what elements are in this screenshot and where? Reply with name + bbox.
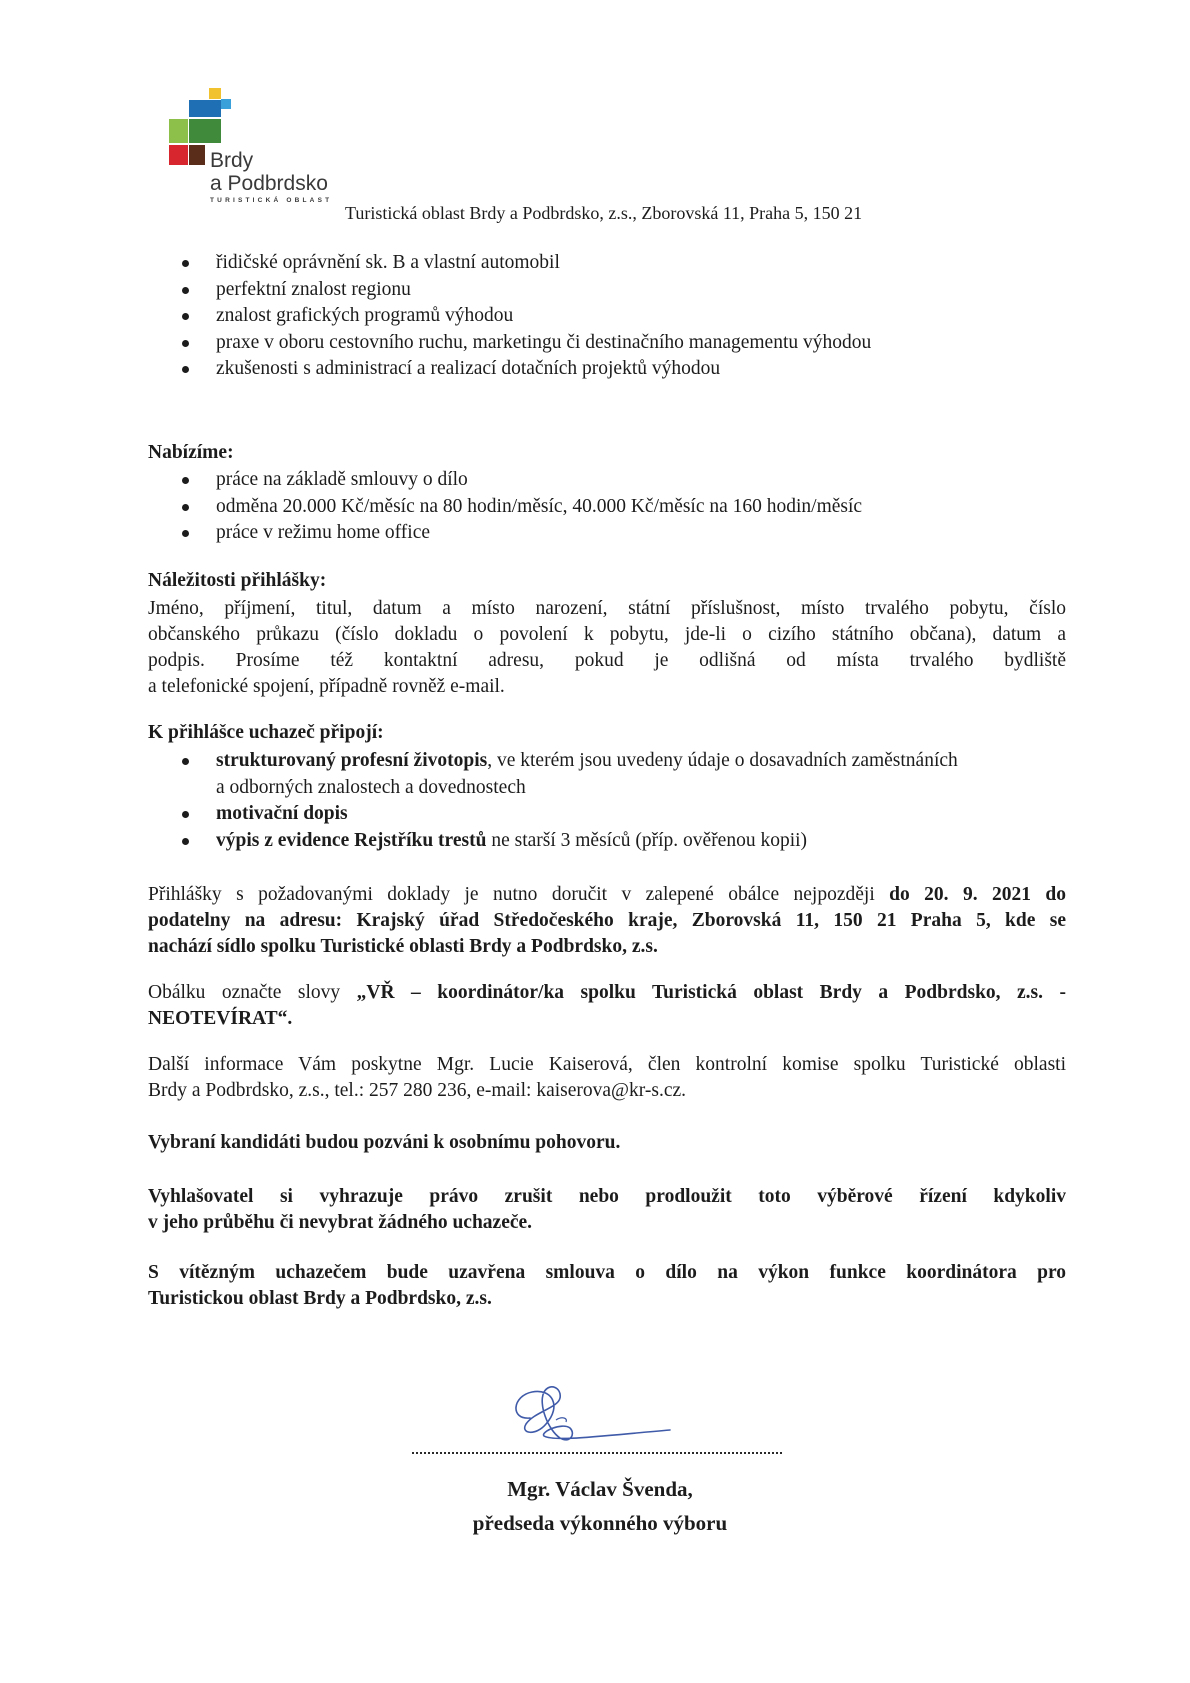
list-item bbox=[180, 748, 1080, 801]
attachment-record-rest: ne starší 3 měsíců (příp. ověřenou kopii) bbox=[486, 829, 808, 851]
logo-square-yellow bbox=[209, 88, 221, 99]
submission-paragraph bbox=[148, 882, 1066, 960]
attachment-letter: motivační dopis bbox=[216, 803, 348, 824]
handwritten-signature bbox=[500, 1378, 700, 1458]
attachment-record-bold: výpis z evidence Rejstříku trestů bbox=[216, 829, 487, 851]
logo-square-light-blue bbox=[221, 99, 231, 109]
paragraph-line: Vyhlašovatel si vyhrazuje právo zrušit nebo prodloužit toto výběrové řízení kdykoliv bbox=[148, 1186, 1066, 1207]
application-paragraph bbox=[148, 596, 1066, 700]
paragraph-line: podatelny na adresu: Krajský úřad Středočeského kraje, Zborovská 11, 150 21 Praha 5, kde se bbox=[148, 910, 1066, 931]
requirements-list bbox=[180, 250, 1080, 383]
logo-subtitle: TURISTICKÁ OBLAST bbox=[210, 197, 333, 204]
paragraph-line: Brdy a Podbrdsko, z.s., tel.: 257 280 236, e-mail: kaiserova@kr-s.cz. bbox=[148, 1080, 687, 1101]
paragraph-line bbox=[148, 980, 1066, 1006]
logo-name-line2: a Podbrdsko bbox=[210, 172, 328, 195]
list-item: praxe v oboru cestovního ruchu, marketingu či destinačního managementu výhodou bbox=[180, 330, 1080, 357]
submission-text: Přihlášky s požadovanými doklady je nutno doručit v zalepené obálce nejpozději bbox=[148, 884, 890, 905]
paragraph-line: v jeho průběhu či nevybrat žádného uchazeče. bbox=[148, 1212, 533, 1233]
submission-deadline: do 20. 9. 2021 do bbox=[889, 884, 1066, 905]
list-item: zkušenosti s administrací a realizací dotačních projektů výhodou bbox=[180, 356, 1080, 383]
logo-square-blue bbox=[189, 100, 221, 117]
signatory-title: předseda výkonného výboru bbox=[472, 1511, 728, 1535]
attachments-heading: K přihlášce uchazeč připojí: bbox=[148, 722, 384, 743]
reserve-paragraph bbox=[148, 1184, 1066, 1236]
paragraph-line: Jméno, příjmení, titul, datum a místo narození, státní příslušnost, místo trvalého pobytu, číslo bbox=[148, 598, 1066, 619]
list-item: řidičské oprávnění sk. B a vlastní automobil bbox=[180, 250, 1080, 277]
paragraph-line: a telefonické spojení, případně rovněž e-mail. bbox=[148, 676, 505, 697]
contact-paragraph bbox=[148, 1052, 1066, 1104]
paragraph-line: občanského průkazu (číslo dokladu o povolení k pobytu, jde-li o cizího státního občana), datum a bbox=[148, 624, 1066, 645]
paragraph-line: S vítězným uchazečem bude uzavřena smlouva o dílo na výkon funkce koordinátora pro bbox=[148, 1262, 1066, 1283]
attachment-cv-rest-2: a odborných znalostech a dovednostech bbox=[216, 776, 526, 798]
signatory-name: Mgr. Václav Švenda, bbox=[507, 1477, 693, 1501]
attachment-cv-bold: strukturovaný profesní životopis bbox=[216, 750, 488, 771]
offer-heading: Nabízíme: bbox=[148, 442, 234, 463]
logo-square-red bbox=[169, 145, 188, 165]
list-item: práce na základě smlouvy o dílo bbox=[180, 467, 1080, 494]
header-address: Turistická oblast Brdy a Podbrdsko, z.s., Zborovská 11, Praha 5, 150 21 bbox=[345, 203, 863, 223]
application-heading: Náležitosti přihlášky: bbox=[148, 570, 327, 591]
attachment-cv-rest: , ve kterém jsou uvedeny údaje o dosavadních zaměstnáních bbox=[487, 750, 958, 771]
paragraph-line: podpis. Prosíme též kontaktní adresu, pokud je odlišná od místa trvalého bydliště bbox=[148, 650, 1066, 671]
paragraph-line: nachází sídlo spolku Turistické oblasti Brdy a Podbrdsko, z.s. bbox=[148, 936, 658, 957]
signature-line bbox=[412, 1452, 782, 1454]
interview-note: Vybraní kandidáti budou pozváni k osobnímu pohovoru. bbox=[148, 1132, 621, 1153]
list-item: odměna 20.000 Kč/měsíc na 80 hodin/měsíc, 40.000 Kč/měsíc na 160 hodin/měsíc bbox=[180, 494, 1080, 521]
paragraph-line bbox=[148, 882, 1066, 908]
logo-square-light-green bbox=[169, 119, 188, 143]
envelope-marking: „VŘ – koordinátor/ka spolku Turistická oblast Brdy a Podbrdsko, z.s. - bbox=[356, 982, 1066, 1003]
paragraph-line: NEOTEVÍRAT“. bbox=[148, 1008, 293, 1029]
paragraph-line: Další informace Vám poskytne Mgr. Lucie Kaiserová, člen kontrolní komise spolku Turistické oblasti bbox=[148, 1054, 1066, 1075]
list-item bbox=[180, 828, 1080, 855]
logo-name-line1: Brdy bbox=[210, 149, 254, 172]
list-item: práce v režimu home office bbox=[180, 520, 1080, 547]
contract-paragraph bbox=[148, 1260, 1066, 1312]
attachments-list bbox=[180, 748, 1080, 854]
list-item bbox=[180, 801, 1080, 828]
offer-list bbox=[180, 467, 1080, 547]
list-item: znalost grafických programů výhodou bbox=[180, 303, 1080, 330]
envelope-paragraph bbox=[148, 980, 1066, 1032]
logo-square-green bbox=[189, 119, 221, 143]
envelope-prefix: Obálku označte slovy bbox=[148, 982, 357, 1003]
paragraph-line: Turistickou oblast Brdy a Podbrdsko, z.s. bbox=[148, 1288, 492, 1309]
logo-square-brown bbox=[189, 145, 205, 165]
list-item: perfektní znalost regionu bbox=[180, 277, 1080, 304]
